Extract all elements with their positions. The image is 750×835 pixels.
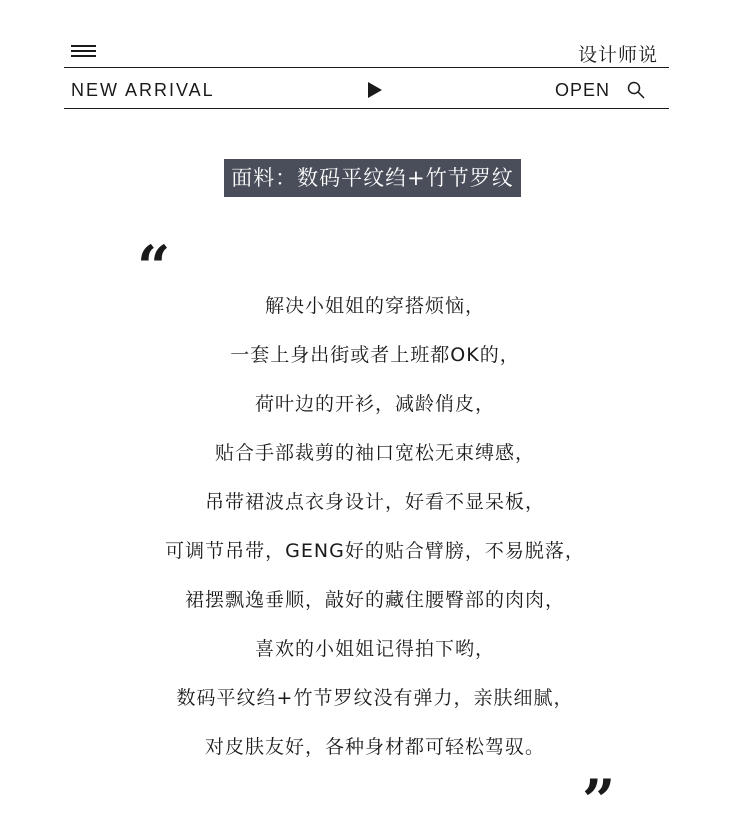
header-divider-top (64, 67, 669, 68)
search-icon[interactable] (627, 81, 645, 99)
description-line: 对皮肤友好，各种身材都可轻松驾驭。 (204, 736, 545, 758)
close-quote-mark: ” (582, 767, 616, 835)
description-line: 数码平纹绉+竹节罗纹没有弹力，亲肤细腻， (176, 687, 574, 709)
menu-icon-bar (71, 45, 96, 47)
description-line: 解决小姐姐的穿搭烦恼， (264, 295, 485, 317)
brand-title: 设计师说 (577, 44, 658, 66)
description-line: 可调节吊带，GENG好的贴合臂膀，不易脱落， (165, 540, 585, 562)
description-line: 一套上身出街或者上班都OK的， (230, 344, 520, 366)
menu-icon[interactable] (71, 44, 96, 59)
description-line: 吊带裙波点衣身设计，好看不显呆板， (204, 491, 545, 513)
header-divider-bottom (64, 108, 669, 109)
play-icon[interactable] (368, 82, 382, 98)
open-quote-mark: “ (137, 233, 171, 301)
description-line: 荷叶边的开衫，减龄俏皮， (254, 393, 495, 415)
nav-open-link[interactable]: OPEN (555, 80, 611, 100)
menu-icon-bar (71, 50, 96, 52)
menu-icon-bar (71, 55, 96, 57)
fabric-label: 面料：数码平纹绉+竹节罗纹 (224, 159, 521, 197)
description-line: 裙摆飘逸垂顺，敲好的藏住腰臀部的肉肉， (184, 589, 565, 611)
description-lines (0, 283, 750, 773)
nav-new-arrival-link[interactable]: NEW ARRIVAL (71, 80, 215, 100)
description-line: 喜欢的小姐姐记得拍下哟， (254, 638, 495, 660)
description-line: 贴合手部裁剪的袖口宽松无束缚感， (214, 442, 535, 464)
